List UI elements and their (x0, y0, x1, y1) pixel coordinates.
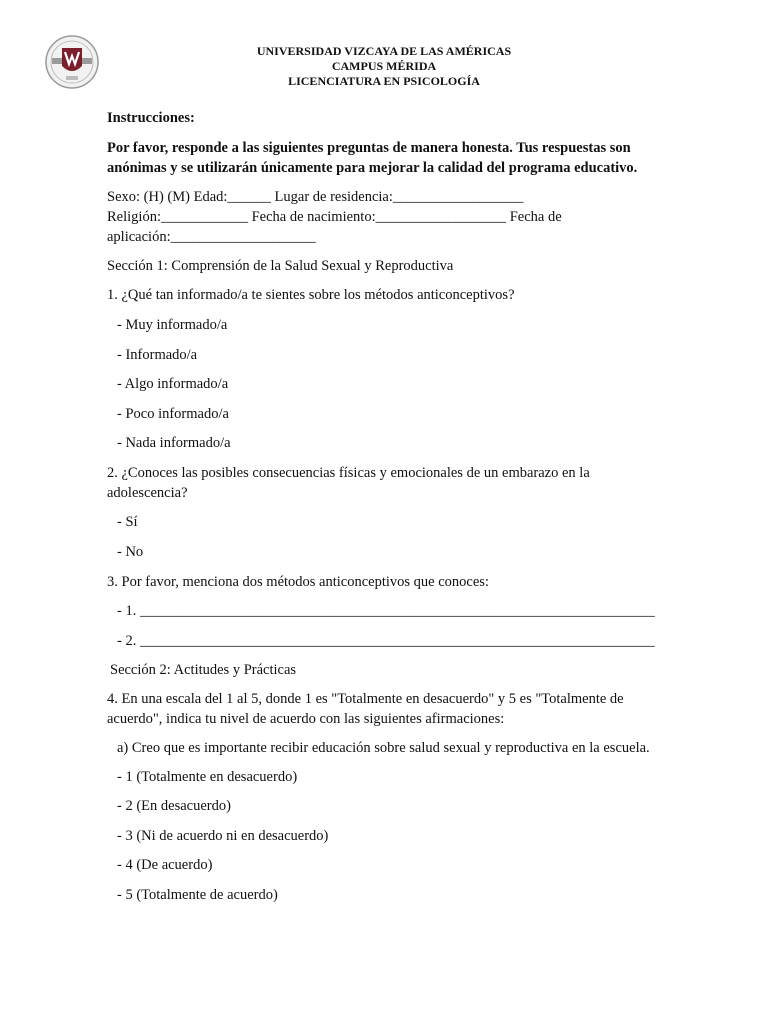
form-fields-line1: Sexo: (H) (M) Edad:______ Lugar de residencia:__________________ (107, 189, 524, 205)
q3-answer-line: - 1. _______________________________________________________________________ (117, 603, 655, 619)
q4-option: - 1 (Totalmente en desacuerdo) (117, 769, 298, 785)
q4-option: - 3 (Ni de acuerdo ni en desacuerdo) (117, 828, 329, 844)
q2-option: - No (117, 544, 144, 560)
q1-option: - Muy informado/a (117, 317, 228, 333)
q1-option: - Algo informado/a (117, 376, 229, 392)
instructions-title: Instrucciones: (107, 110, 195, 126)
q4-option: - 5 (Totalmente de acuerdo) (117, 887, 278, 903)
q1-option: - Informado/a (117, 347, 198, 363)
q2-option: - Sí (117, 514, 138, 530)
q4-option: - 4 (De acuerdo) (117, 857, 213, 873)
section2-title: Sección 2: Actitudes y Prácticas (110, 662, 297, 678)
document-header (0, 44, 768, 89)
header-university: UNIVERSIDAD VIZCAYA DE LAS AMÉRICAS (256, 44, 512, 58)
q1-option: - Poco informado/a (117, 406, 229, 422)
question-4: 4. En una escala del 1 al 5, donde 1 es "Totalmente en desacuerdo" y 5 es "Totalmente de acuerdo", indica tu nivel de acuerdo con las siguientes afirmaciones: (107, 691, 624, 727)
question-1: 1. ¿Qué tan informado/a te sientes sobre los métodos anticonceptivos? (107, 287, 515, 303)
q4-option: - 2 (En desacuerdo) (117, 798, 231, 814)
questionnaire-body (107, 108, 663, 905)
form-fields-line2: Religión:____________ Fecha de nacimiento:__________________ Fecha de aplicación:____________________ (107, 209, 562, 245)
section1-title: Sección 1: Comprensión de la Salud Sexual y Reproductiva (107, 258, 454, 274)
q1-option: - Nada informado/a (117, 435, 231, 451)
instructions-text: Por favor, responde a las siguientes preguntas de manera honesta. Tus respuestas son anónimas y se utilizarán únicamente para mejorar la calidad del programa educativo. (107, 140, 638, 176)
question-2: 2. ¿Conoces las posibles consecuencias físicas y emocionales de un embarazo en la adolescencia? (107, 465, 590, 501)
question-4a: a) Creo que es importante recibir educación sobre salud sexual y reproductiva en la escuela. (117, 740, 650, 756)
question-3: 3. Por favor, menciona dos métodos anticonceptivos que conoces: (107, 574, 489, 590)
header-campus: CAMPUS MÉRIDA (331, 59, 437, 73)
q3-answer-line: - 2. _______________________________________________________________________ (117, 633, 655, 649)
header-program: LICENCIATURA EN PSICOLOGÍA (288, 74, 480, 88)
